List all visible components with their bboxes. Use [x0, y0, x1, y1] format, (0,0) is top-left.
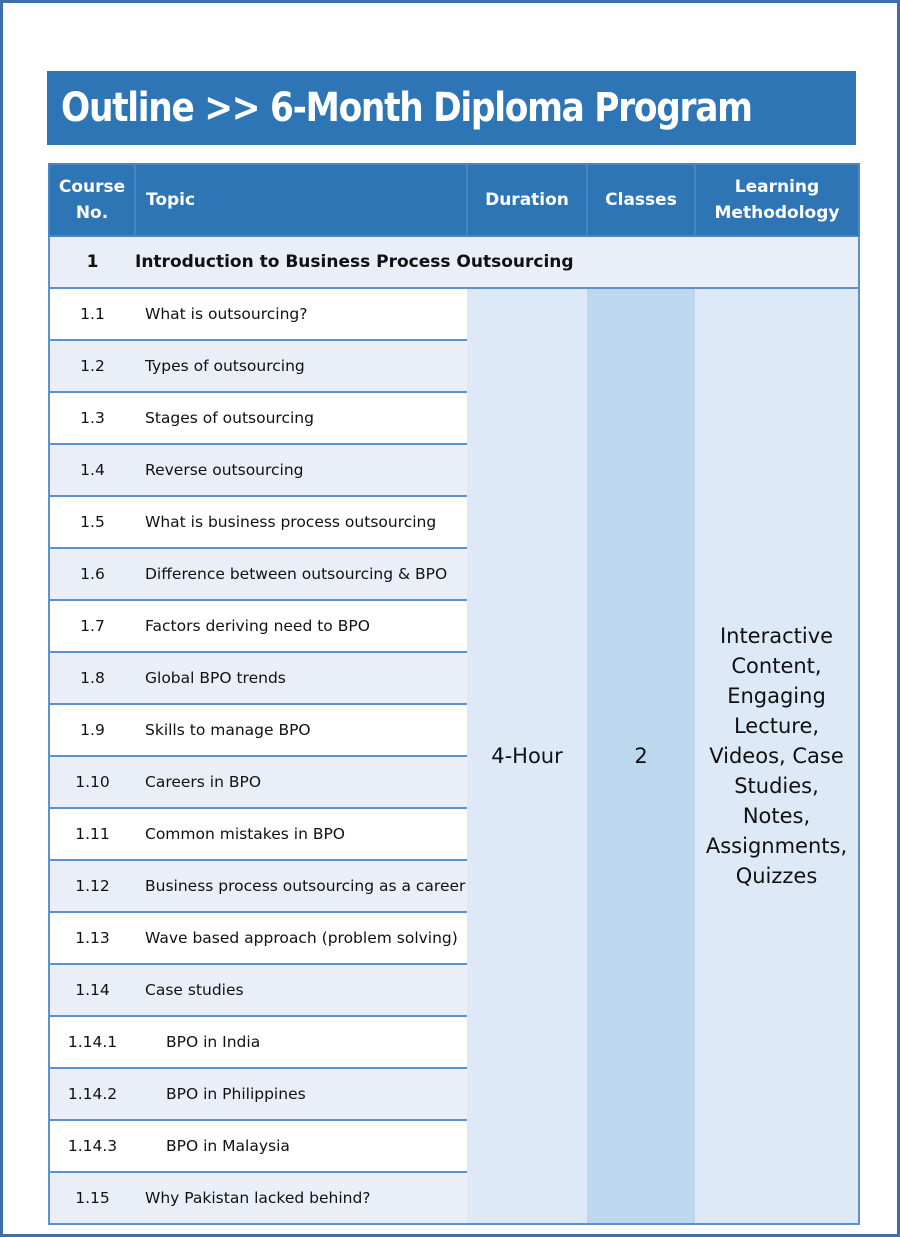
section-row — [49, 236, 859, 288]
course-number: 1.5 — [49, 496, 135, 548]
course-number: 1.6 — [49, 548, 135, 600]
course-number: 1.2 — [49, 340, 135, 392]
topic-text: Skills to manage BPO — [135, 704, 467, 756]
course-number: 1.11 — [49, 808, 135, 860]
table-row — [49, 288, 859, 340]
course-number: 1.14.2 — [49, 1068, 135, 1120]
course-number: 1.14 — [49, 964, 135, 1016]
page-title: Outline >> 6-Month Diploma Program — [61, 85, 752, 131]
topic-text: Why Pakistan lacked behind? — [135, 1172, 467, 1224]
topic-text: What is business process outsourcing — [135, 496, 467, 548]
course-number: 1.14.1 — [49, 1016, 135, 1068]
course-number: 1.4 — [49, 444, 135, 496]
duration-cell: 4-Hour — [467, 288, 587, 1224]
topic-text: Stages of outsourcing — [135, 392, 467, 444]
course-number: 1.9 — [49, 704, 135, 756]
header-topic: Topic — [135, 164, 467, 236]
topic-text: What is outsourcing? — [135, 288, 467, 340]
topic-text: Business process outsourcing as a career — [135, 860, 467, 912]
topic-text: Common mistakes in BPO — [135, 808, 467, 860]
topic-text: Difference between outsourcing & BPO — [135, 548, 467, 600]
methodology-cell: Interactive Content, Engaging Lecture, Videos, Case Studies, Notes, Assignments, Quizzes — [695, 288, 859, 1224]
topic-text: BPO in Malaysia — [135, 1120, 467, 1172]
course-number: 1.3 — [49, 392, 135, 444]
course-outline-table — [48, 163, 860, 1225]
topic-text: Types of outsourcing — [135, 340, 467, 392]
topic-text: BPO in Philippines — [135, 1068, 467, 1120]
title-banner — [47, 71, 856, 145]
topic-text: Reverse outsourcing — [135, 444, 467, 496]
header-methodology: Learning Methodology — [695, 164, 859, 236]
course-number: 1.15 — [49, 1172, 135, 1224]
topic-text: Wave based approach (problem solving) — [135, 912, 467, 964]
course-number: 1.12 — [49, 860, 135, 912]
topic-text: BPO in India — [135, 1016, 467, 1068]
header-classes: Classes — [587, 164, 695, 236]
course-number: 1.1 — [49, 288, 135, 340]
course-number: 1.7 — [49, 600, 135, 652]
topic-text: Global BPO trends — [135, 652, 467, 704]
course-number: 1.8 — [49, 652, 135, 704]
header-duration: Duration — [467, 164, 587, 236]
topic-text: Factors deriving need to BPO — [135, 600, 467, 652]
topic-text: Careers in BPO — [135, 756, 467, 808]
classes-cell: 2 — [587, 288, 695, 1224]
course-number: 1.14.3 — [49, 1120, 135, 1172]
section-number: 1 — [49, 236, 135, 288]
topic-text: Case studies — [135, 964, 467, 1016]
course-number: 1.10 — [49, 756, 135, 808]
table-header-row — [49, 164, 859, 236]
section-title: Introduction to Business Process Outsourcing — [135, 236, 859, 288]
header-course-no: Course No. — [49, 164, 135, 236]
course-number: 1.13 — [49, 912, 135, 964]
